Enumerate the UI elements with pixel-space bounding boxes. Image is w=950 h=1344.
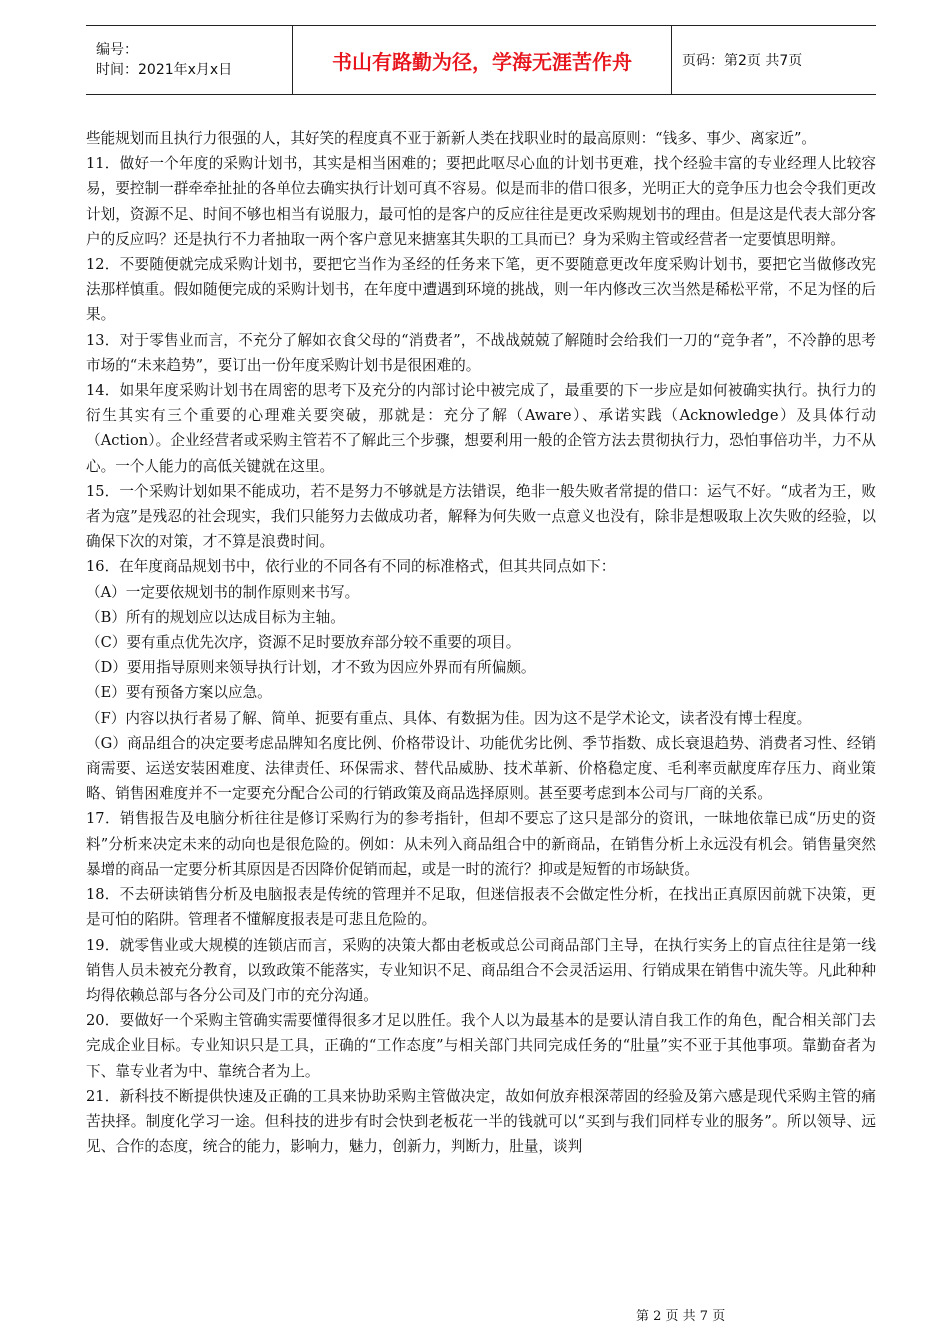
list-item: （E）要有预备方案以应急。	[86, 684, 272, 702]
paragraph: 21．新科技不断提供快速及正确的工具来协助采购主管做决定，故如何放弃根深蒂固的经验及第六感是现代采购主管的痛苦抉择。制度化学习一途。但科技的进步有时会快到老板花一半的钱就可以“买到与我们同样专业的服务”。所以领导、远见、合作的态度，统合的能力，影响力，魅力，创新力，判断力，肚量，谈判	[86, 1087, 876, 1156]
paragraph: 12．不要随便就完成采购计划书，要把它当作为圣经的任务来下笔，更不要随意更改年度采购计划书，要把它当做修改宪法那样慎重。假如随便完成的采购计划书，在年度中遭遇到环境的挑战，则一年内修改三次当然是稀松平常，不足为怪的后果。	[86, 256, 876, 324]
paragraph: 14．如果年度采购计划书在周密的思考下及充分的内部讨论中被完成了，最重要的下一步应是如何被确实执行。执行力的衍生其实有三个重要的心理难关要突破，那就是：充分了解（Aware）、承诺实践（Acknowledge）及具体行动（Action）。企业经营者或采购主管若不了解此三个步骤，想要利用一般的企管方法去贯彻执行力，恐怕事倍功半，力不从心。一个人能力的高低关键就在这里。	[86, 382, 876, 475]
list-item: （G）商品组合的决定要考虑品牌知名度比例、价格带设计、功能优劣比例、季节指数、成长衰退趋势、消费者习性、经销商需要、运送安装困难度、法律责任、环保需求、替代品威胁、技术革新、价格稳定度、毛利率贡献度库存压力、商业策略、销售困难度并不一定要充分配合公司的行销政策及商品选择原则。甚至要考虑到本公司与厂商的关系。	[86, 734, 876, 803]
header-meta	[86, 26, 293, 95]
header-motto: 书山有路勤为径，学海无涯苦作舟	[293, 26, 672, 95]
time-label: 时间：2021年x月x日	[96, 62, 233, 78]
header-page-label: 页码：第2页 共7页	[672, 26, 877, 95]
list-item: （F）内容以执行者易了解、简单、扼要有重点、具体、有数据为佳。因为这不是学术论文，读者没有博士程度。	[86, 709, 812, 727]
paragraph: 17．销售报告及电脑分析往往是修订采购行为的参考指针，但却不要忘了这只是部分的资讯，一昧地依靠已成“历史的资料”分析来决定未来的动向也是很危险的。例如：从未列入商品组合中的新商品，在销售分析上永远没有机会。销售量突然暴增的商品一定要分析其原因是否因降价促销而起，或是一时的流行？抑或是短暂的市场缺货。	[86, 810, 876, 878]
paragraph: 些能规划而且执行力很强的人，其好笑的程度真不亚于新新人类在找职业时的最高原则：“钱多、事少、离家近”。	[86, 130, 817, 147]
list-item: （D）要用指导原则来领导执行计划，才不致为因应外界而有所偏颇。	[86, 659, 536, 677]
paragraph: 20．要做好一个采购主管确实需要懂得很多才足以胜任。我个人以为最基本的是要认清自我工作的角色，配合相关部门去完成企业目标。专业知识只是工具，正确的“工作态度”与相关部门共同完成任务的“肚量”实不亚于其他事项。靠勤奋者为下、靠专业者为中、靠统合者为上。	[86, 1012, 876, 1080]
page-footer: 第 2 页 共 7 页	[636, 1309, 726, 1324]
paragraph: 18．不去研读销售分析及电脑报表是传统的管理并不足取，但迷信报表不会做定性分析，在找出正真原因前就下决策，更是可怕的陷阱。管理者不懂解度报表是可悲且危险的。	[86, 886, 876, 929]
document-body	[86, 126, 876, 1159]
number-label: 编号：	[96, 42, 138, 58]
paragraph: 15．一个采购计划如果不能成功，若不是努力不够就是方法错误，绝非一般失败者常提的借口：运气不好。“成者为王，败者为寇”是残忍的社会现实，我们只能努力去做成功者，解释为何失败一点意义也没有，除非是想吸取上次失败的经验，以确保下次的对策，才不算是浪费时间。	[86, 482, 876, 551]
paragraph: 19．就零售业或大规模的连锁店而言，采购的决策大都由老板或总公司商品部门主导，在执行实务上的盲点往往是第一线销售人员未被充分教育，以致政策不能落实，专业知识不足、商品组合不会灵活运用、行销成果在销售中流失等。凡此种种均得依赖总部与各分公司及门市的充分沟通。	[86, 936, 876, 1004]
list-item: （C）要有重点优先次序，资源不足时要放弃部分较不重要的项目。	[86, 634, 521, 652]
paragraph: 16．在年度商品规划书中，依行业的不同各有不同的标准格式，但其共同点如下：	[86, 558, 616, 576]
paragraph: 11．做好一个年度的采购计划书，其实是相当困难的；要把此呕尽心血的计划书更难，找个经验丰富的专业经理人比较容易，要控制一群牵牵扯扯的各单位去确实执行计划可真不容易。似是而非的借口很多，光明正大的竞争压力也会令我们更改计划，资源不足、时间不够也相当有说服力，最可怕的是客户的反应往往是更改采购规划书的理由。但是这是代表大部分客户的反应吗？还是执行不力者抽取一两个客户意见来搪塞其失职的工具而已？身为采购主管或经营者一定要慎思明辩。	[86, 155, 876, 248]
list-item: （B）所有的规划应以达成目标为主轴。	[86, 608, 345, 626]
page-header	[86, 25, 876, 95]
list-item: （A）一定要依规划书的制作原则来书写。	[86, 583, 360, 601]
paragraph: 13．对于零售业而言，不充分了解如衣食父母的“消费者”，不战战兢兢了解随时会给我们一刀的“竞争者”，不冷静的思考市场的“未来趋势”，要订出一份年度采购计划书是很困难的。	[86, 331, 876, 374]
